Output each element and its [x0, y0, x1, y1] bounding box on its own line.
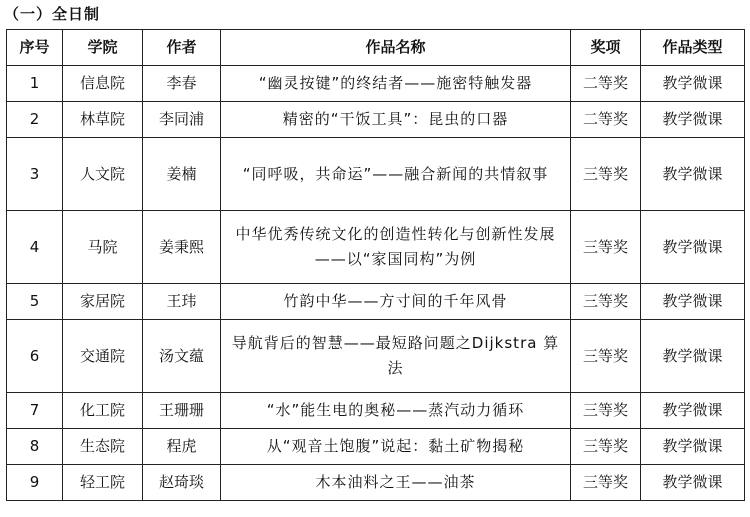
section-title: （一）全日制	[4, 5, 101, 23]
cell-type: 教学微课	[641, 211, 745, 284]
cell-work: 精密的“干饭工具”：昆虫的口器	[221, 102, 571, 138]
cell-index: 9	[7, 465, 63, 501]
cell-work: 中华优秀传统文化的创造性转化与创新性发展——以“家国同构”为例	[221, 211, 571, 284]
cell-award: 三等奖	[571, 320, 641, 393]
cell-college: 人文院	[63, 138, 143, 211]
cell-index: 8	[7, 429, 63, 465]
cell-index: 3	[7, 138, 63, 211]
cell-college: 化工院	[63, 393, 143, 429]
cell-award: 三等奖	[571, 465, 641, 501]
cell-index: 6	[7, 320, 63, 393]
awards-table	[6, 29, 745, 501]
cell-index: 2	[7, 102, 63, 138]
cell-index: 7	[7, 393, 63, 429]
cell-author: 姜楠	[143, 138, 221, 211]
cell-type: 教学微课	[641, 284, 745, 320]
cell-author: 程虎	[143, 429, 221, 465]
cell-work: “水”能生电的奥秘——蒸汽动力循环	[221, 393, 571, 429]
cell-award: 二等奖	[571, 102, 641, 138]
header-author: 作者	[143, 30, 221, 66]
cell-type: 教学微课	[641, 429, 745, 465]
cell-college: 马院	[63, 211, 143, 284]
cell-author: 王珊珊	[143, 393, 221, 429]
cell-type: 教学微课	[641, 393, 745, 429]
cell-work: 竹韵中华——方寸间的千年风骨	[221, 284, 571, 320]
cell-award: 三等奖	[571, 393, 641, 429]
cell-work: 木本油料之王——油茶	[221, 465, 571, 501]
header-college: 学院	[63, 30, 143, 66]
table-row	[7, 66, 745, 102]
cell-author: 李同浦	[143, 102, 221, 138]
cell-award: 三等奖	[571, 138, 641, 211]
cell-award: 三等奖	[571, 284, 641, 320]
table-row	[7, 102, 745, 138]
cell-college: 信息院	[63, 66, 143, 102]
table-row	[7, 211, 745, 284]
cell-index: 1	[7, 66, 63, 102]
table-row	[7, 320, 745, 393]
cell-college: 林草院	[63, 102, 143, 138]
cell-college: 家居院	[63, 284, 143, 320]
cell-type: 教学微课	[641, 66, 745, 102]
cell-work: “幽灵按键”的终结者——施密特触发器	[221, 66, 571, 102]
cell-type: 教学微课	[641, 465, 745, 501]
cell-author: 赵琦琰	[143, 465, 221, 501]
cell-author: 李春	[143, 66, 221, 102]
cell-award: 二等奖	[571, 66, 641, 102]
cell-work: “同呼吸，共命运”——融合新闻的共情叙事	[221, 138, 571, 211]
table-row	[7, 429, 745, 465]
cell-work: 导航背后的智慧——最短路问题之Dijkstra 算法	[221, 320, 571, 393]
cell-author: 姜秉熙	[143, 211, 221, 284]
cell-award: 三等奖	[571, 429, 641, 465]
cell-author: 王玮	[143, 284, 221, 320]
cell-type: 教学微课	[641, 102, 745, 138]
cell-work: 从“观音土饱腹”说起：黏土矿物揭秘	[221, 429, 571, 465]
cell-college: 轻工院	[63, 465, 143, 501]
cell-index: 4	[7, 211, 63, 284]
cell-college: 生态院	[63, 429, 143, 465]
table-row	[7, 465, 745, 501]
cell-award: 三等奖	[571, 211, 641, 284]
cell-index: 5	[7, 284, 63, 320]
cell-type: 教学微课	[641, 138, 745, 211]
header-type: 作品类型	[641, 30, 745, 66]
header-award: 奖项	[571, 30, 641, 66]
cell-author: 汤文蕴	[143, 320, 221, 393]
header-work: 作品名称	[221, 30, 571, 66]
table-header-row	[7, 30, 745, 66]
table-row	[7, 393, 745, 429]
header-index: 序号	[7, 30, 63, 66]
cell-type: 教学微课	[641, 320, 745, 393]
table-row	[7, 138, 745, 211]
cell-college: 交通院	[63, 320, 143, 393]
table-row	[7, 284, 745, 320]
